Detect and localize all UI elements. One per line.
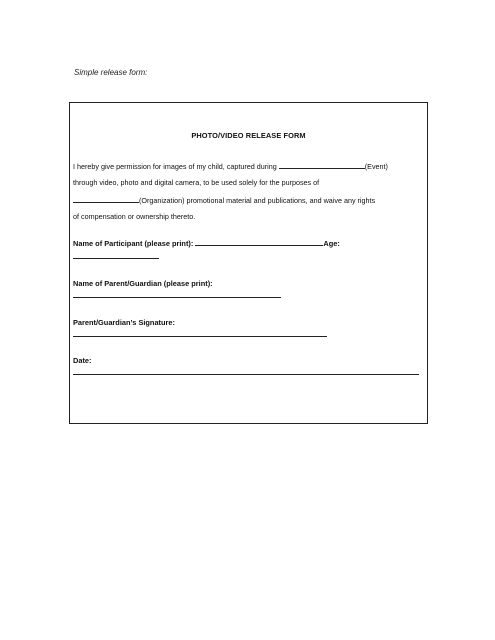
participant-name-field[interactable] bbox=[195, 238, 323, 246]
date-row bbox=[73, 367, 419, 378]
paragraph-line-4: of compensation or ownership thereto. bbox=[73, 212, 196, 221]
paragraph-line-1-text: I hereby give permission for images of my child, captured during bbox=[73, 162, 279, 171]
release-form bbox=[69, 102, 428, 424]
age-field[interactable] bbox=[73, 251, 159, 259]
guardian-name-field[interactable] bbox=[73, 290, 281, 298]
paragraph-line-3 bbox=[73, 195, 375, 206]
paragraph-line-2: through video, photo and digital camera, to be used solely for the purposes of bbox=[73, 178, 320, 187]
guardian-name-label: Name of Parent/Guardian (please print): bbox=[73, 279, 213, 288]
date-label: Date: bbox=[73, 356, 92, 365]
age-field-row bbox=[73, 251, 159, 262]
signature-field[interactable] bbox=[73, 329, 327, 337]
date-field[interactable] bbox=[73, 367, 419, 375]
signature-row bbox=[73, 329, 327, 340]
participant-label: Name of Participant (please print): bbox=[73, 239, 194, 248]
participant-row bbox=[73, 238, 340, 249]
intro-note: Simple release form: bbox=[74, 68, 148, 77]
guardian-name-row bbox=[73, 290, 281, 301]
organization-blank[interactable] bbox=[73, 195, 139, 203]
signature-label: Parent/Guardian’s Signature: bbox=[73, 318, 175, 327]
age-label: Age: bbox=[323, 239, 340, 248]
form-title: PHOTO/VIDEO RELEASE FORM bbox=[191, 131, 306, 140]
event-label: (Event) bbox=[364, 162, 388, 171]
paragraph-line-3-text: (Organization) promotional material and publications, and waive any rights bbox=[139, 196, 376, 205]
paragraph-line-1 bbox=[73, 161, 388, 172]
event-blank[interactable] bbox=[279, 161, 365, 169]
